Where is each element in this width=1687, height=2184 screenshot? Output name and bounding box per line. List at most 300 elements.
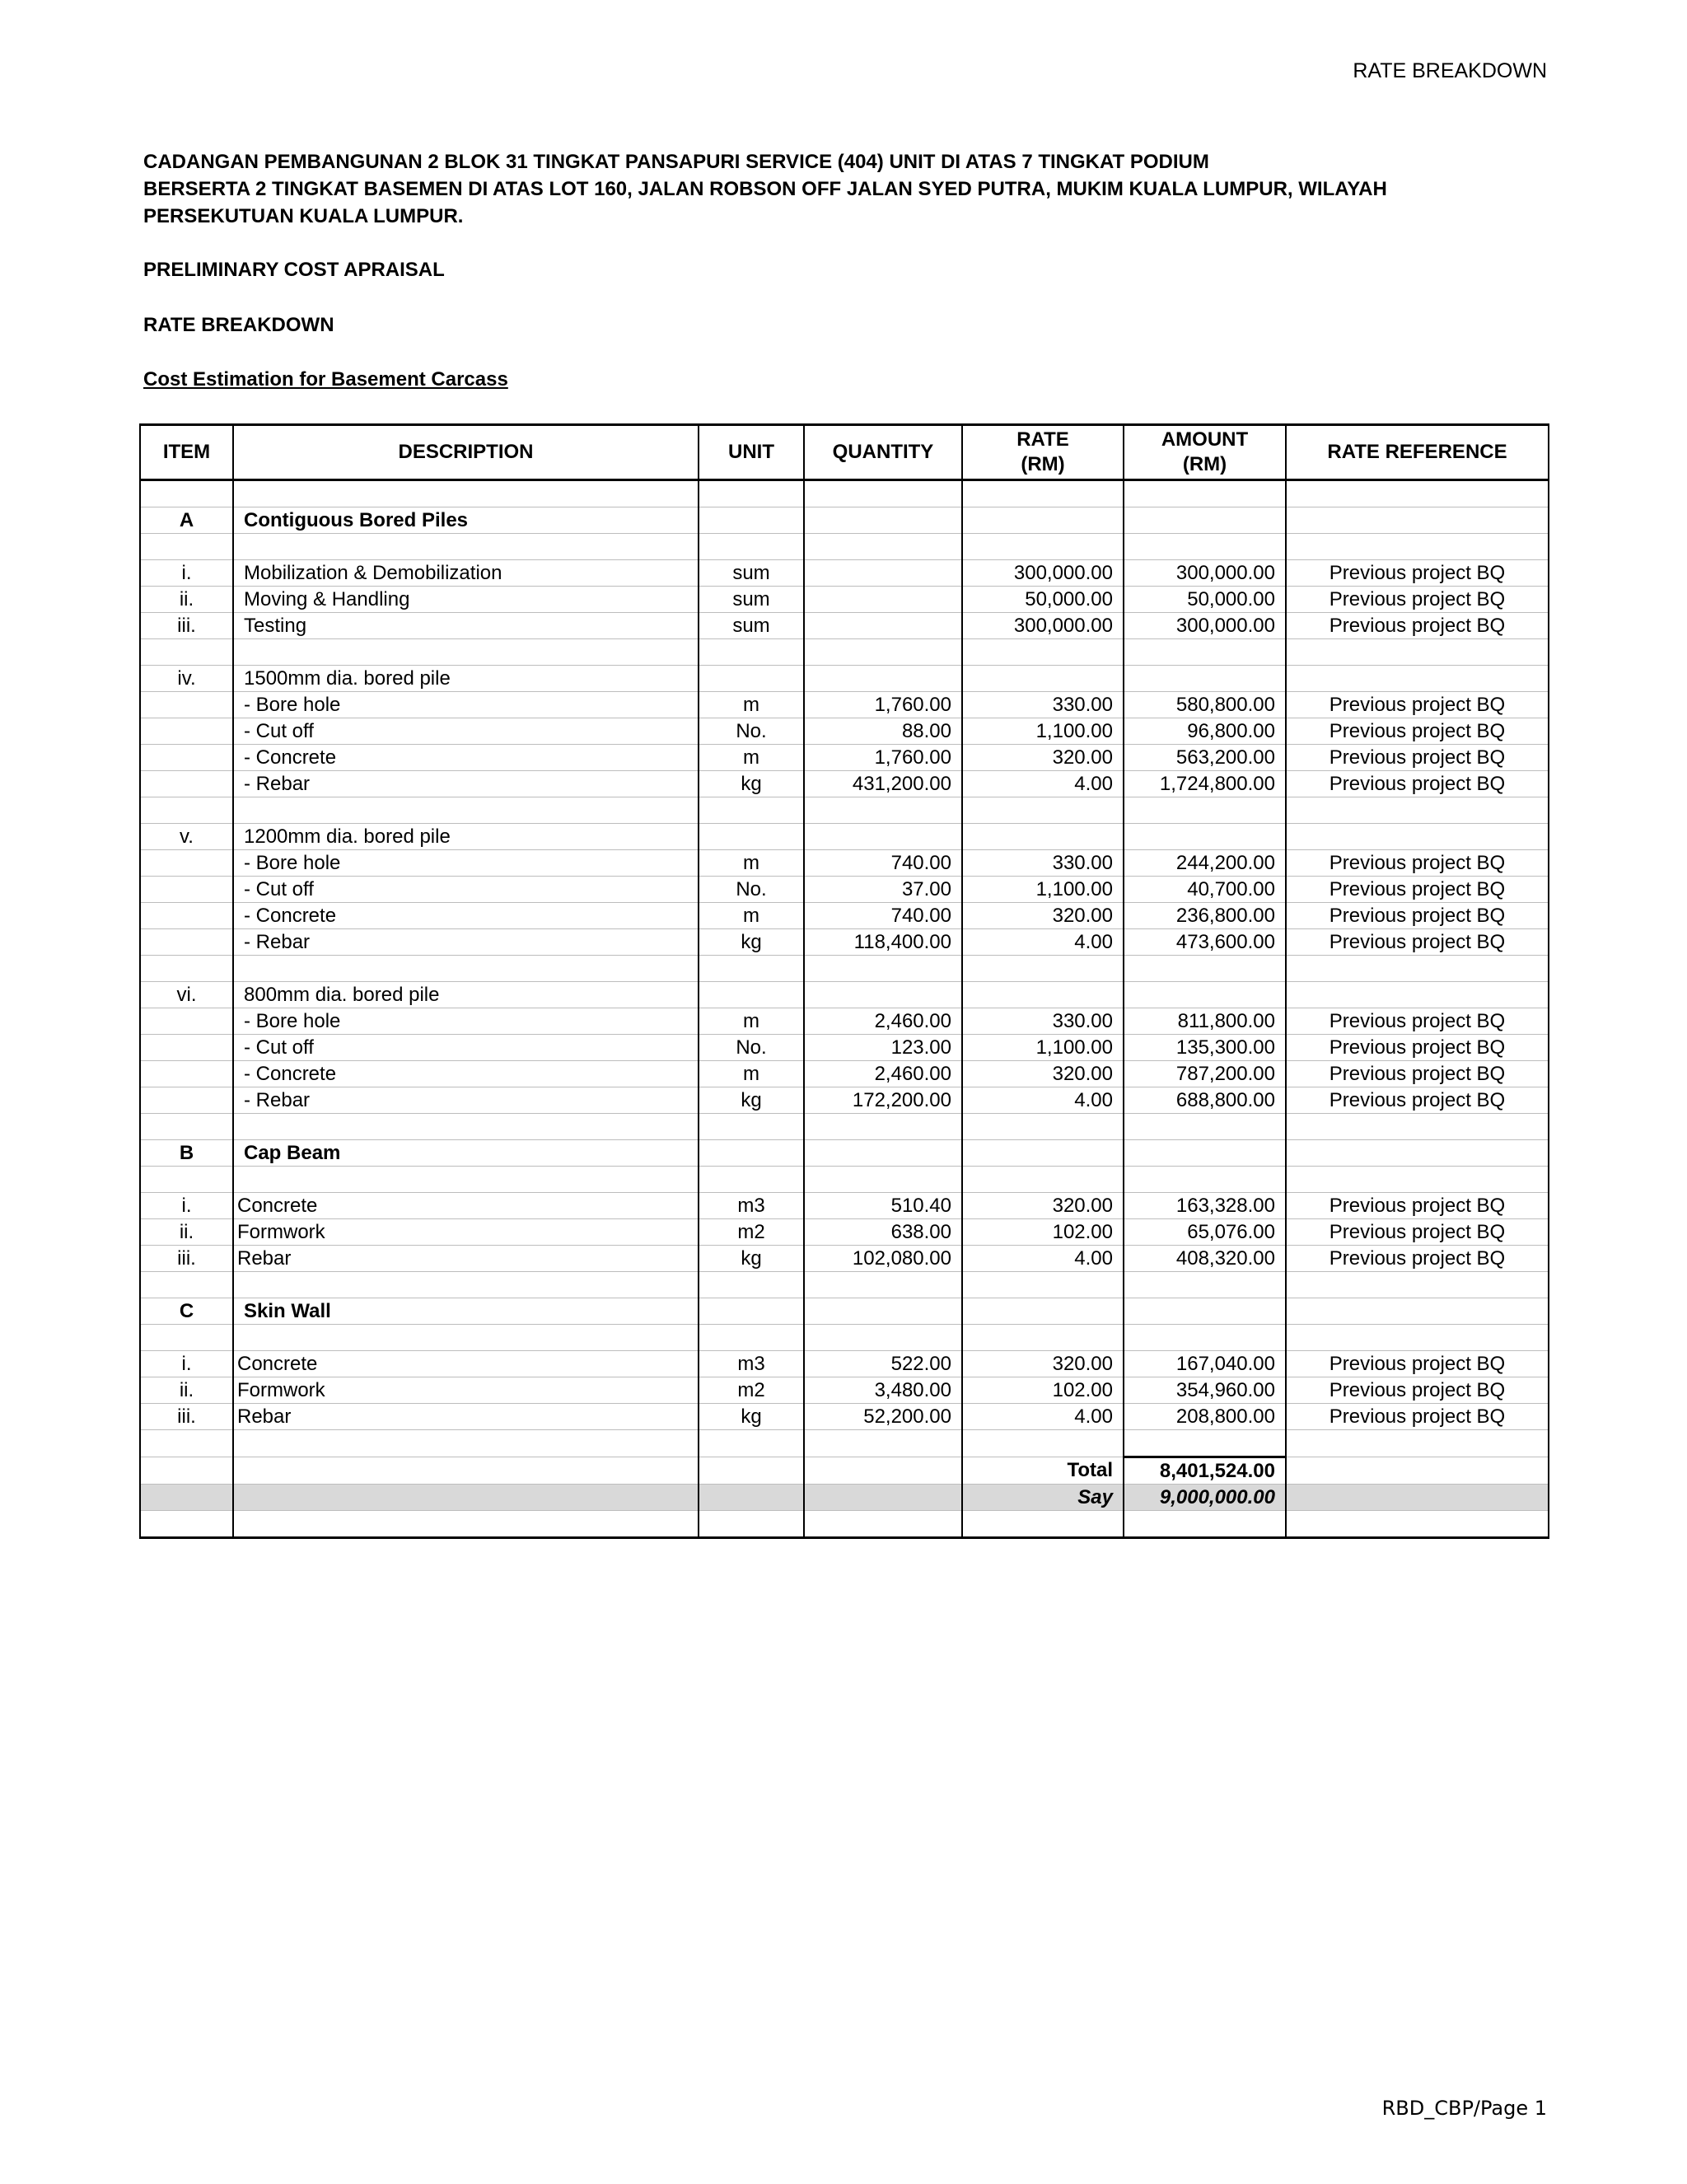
cell-amount (1124, 639, 1286, 666)
table-row-blank (140, 1167, 1549, 1193)
cell-reference (1286, 507, 1549, 534)
table-body (140, 480, 1549, 1538)
cell-unit (699, 1457, 804, 1485)
cell-description: Moving & Handling (233, 587, 699, 613)
cell-description: Skin Wall (233, 1298, 699, 1325)
cell-reference (1286, 534, 1549, 560)
cell-reference (1286, 1298, 1549, 1325)
cell-item (140, 718, 233, 745)
cell-quantity: 740.00 (804, 903, 962, 929)
cell-description: - Cut off (233, 877, 699, 903)
cell-rate: 4.00 (962, 1404, 1124, 1430)
cell-amount (1124, 1298, 1286, 1325)
table-row-blank (140, 797, 1549, 824)
cell-amount (1124, 982, 1286, 1008)
rate-breakdown-table (139, 423, 1549, 1539)
cell-reference (1286, 824, 1549, 850)
table-row (140, 1087, 1549, 1114)
cell-rate: 320.00 (962, 1351, 1124, 1377)
cell-amount (1124, 824, 1286, 850)
table-row (140, 1061, 1549, 1087)
cell-item (140, 797, 233, 824)
table-row (140, 929, 1549, 956)
cell-description (233, 1511, 699, 1538)
cell-amount: 787,200.00 (1124, 1061, 1286, 1087)
say-label: Say (962, 1485, 1124, 1511)
cell-unit (699, 507, 804, 534)
cell-rate (962, 507, 1124, 534)
cell-reference: Previous project BQ (1286, 1087, 1549, 1114)
cell-rate: 320.00 (962, 1061, 1124, 1087)
cell-description: Testing (233, 613, 699, 639)
cell-quantity (804, 507, 962, 534)
table-row-blank (140, 534, 1549, 560)
col-header-reference: RATE REFERENCE (1286, 425, 1549, 480)
cell-reference: Previous project BQ (1286, 1193, 1549, 1219)
cell-description (233, 534, 699, 560)
cell-reference: Previous project BQ (1286, 877, 1549, 903)
cell-rate (962, 480, 1124, 507)
cell-unit (699, 1140, 804, 1167)
cell-quantity (804, 587, 962, 613)
cell-item (140, 1061, 233, 1087)
cell-item (140, 956, 233, 982)
col-header-amount-line1: AMOUNT (1161, 428, 1249, 451)
cell-quantity (804, 1485, 962, 1511)
cell-reference (1286, 1430, 1549, 1457)
cell-item (140, 1272, 233, 1298)
cell-description (233, 639, 699, 666)
cell-amount (1124, 797, 1286, 824)
cell-amount: 688,800.00 (1124, 1087, 1286, 1114)
table-row (140, 1035, 1549, 1061)
cell-rate: 102.00 (962, 1219, 1124, 1246)
cell-unit (699, 534, 804, 560)
cell-reference (1286, 1114, 1549, 1140)
cell-unit (699, 956, 804, 982)
cell-reference: Previous project BQ (1286, 771, 1549, 797)
cell-reference (1286, 1325, 1549, 1351)
cell-item (140, 745, 233, 771)
cell-unit: No. (699, 718, 804, 745)
cell-quantity (804, 1457, 962, 1485)
cell-amount: 354,960.00 (1124, 1377, 1286, 1404)
cell-item (140, 771, 233, 797)
cell-unit (699, 1167, 804, 1193)
cell-unit (699, 1272, 804, 1298)
cell-unit: m (699, 745, 804, 771)
cell-item: ii. (140, 587, 233, 613)
cell-item: B (140, 1140, 233, 1167)
table-row (140, 666, 1549, 692)
cell-reference (1286, 639, 1549, 666)
cell-unit (699, 1114, 804, 1140)
cell-item (140, 534, 233, 560)
say-amount: 9,000,000.00 (1124, 1485, 1286, 1511)
cell-amount: 300,000.00 (1124, 560, 1286, 587)
cell-unit: m3 (699, 1193, 804, 1219)
cell-item: ii. (140, 1219, 233, 1246)
cell-unit: m2 (699, 1377, 804, 1404)
cell-reference: Previous project BQ (1286, 745, 1549, 771)
cell-unit: sum (699, 560, 804, 587)
cell-unit: kg (699, 1404, 804, 1430)
cell-rate (962, 1298, 1124, 1325)
table-row-total (140, 1457, 1549, 1485)
cell-quantity (804, 666, 962, 692)
cell-rate: 330.00 (962, 1008, 1124, 1035)
cell-amount (1124, 1140, 1286, 1167)
cell-quantity (804, 1140, 962, 1167)
cell-rate (962, 534, 1124, 560)
table-row (140, 850, 1549, 877)
cell-reference (1286, 1485, 1549, 1511)
cell-reference (1286, 480, 1549, 507)
table-row (140, 1351, 1549, 1377)
table-row-blank (140, 1511, 1549, 1538)
cell-unit (699, 982, 804, 1008)
cell-amount: 50,000.00 (1124, 587, 1286, 613)
cell-item: iv. (140, 666, 233, 692)
cell-description: - Cut off (233, 1035, 699, 1061)
cell-amount: 40,700.00 (1124, 877, 1286, 903)
col-header-quantity: QUANTITY (804, 425, 962, 480)
col-header-rate (962, 425, 1124, 480)
cell-amount: 96,800.00 (1124, 718, 1286, 745)
cell-unit (699, 639, 804, 666)
cell-amount: 1,724,800.00 (1124, 771, 1286, 797)
cell-item (140, 877, 233, 903)
cell-quantity: 1,760.00 (804, 745, 962, 771)
cell-rate: 330.00 (962, 692, 1124, 718)
cell-item: iii. (140, 613, 233, 639)
cell-rate: 300,000.00 (962, 613, 1124, 639)
cell-quantity (804, 1272, 962, 1298)
cell-item: vi. (140, 982, 233, 1008)
cell-quantity: 37.00 (804, 877, 962, 903)
cell-unit: kg (699, 929, 804, 956)
cell-description (233, 1272, 699, 1298)
cell-rate: 4.00 (962, 1087, 1124, 1114)
col-header-amount-line2: (RM) (1182, 453, 1227, 475)
table-row-blank (140, 1272, 1549, 1298)
cell-description (233, 1430, 699, 1457)
cell-description: - Rebar (233, 771, 699, 797)
cell-quantity: 1,760.00 (804, 692, 962, 718)
cell-rate: 300,000.00 (962, 560, 1124, 587)
cell-quantity (804, 1114, 962, 1140)
cell-quantity (804, 1511, 962, 1538)
cell-quantity: 102,080.00 (804, 1246, 962, 1272)
col-header-amount (1124, 425, 1286, 480)
cell-amount: 208,800.00 (1124, 1404, 1286, 1430)
cell-unit: m3 (699, 1351, 804, 1377)
cell-amount (1124, 1114, 1286, 1140)
cell-description: 800mm dia. bored pile (233, 982, 699, 1008)
table-row (140, 1193, 1549, 1219)
cell-amount: 135,300.00 (1124, 1035, 1286, 1061)
cell-item (140, 929, 233, 956)
cell-rate (962, 1511, 1124, 1538)
cell-quantity (804, 613, 962, 639)
table-row-blank (140, 639, 1549, 666)
cell-item (140, 903, 233, 929)
cell-quantity (804, 1167, 962, 1193)
cell-quantity: 88.00 (804, 718, 962, 745)
table-row-blank (140, 1114, 1549, 1140)
cell-quantity (804, 480, 962, 507)
cell-rate (962, 1325, 1124, 1351)
cell-rate: 320.00 (962, 903, 1124, 929)
page-footer: RBD_CBP/Page 1 (1381, 2097, 1547, 2120)
cell-item: i. (140, 560, 233, 587)
cell-description: Rebar (233, 1246, 699, 1272)
cell-description (233, 480, 699, 507)
cell-amount (1124, 507, 1286, 534)
col-header-item: ITEM (140, 425, 233, 480)
cell-item (140, 1485, 233, 1511)
cell-description: Concrete (233, 1351, 699, 1377)
cell-amount (1124, 1167, 1286, 1193)
table-row-section (140, 507, 1549, 534)
cell-amount: 473,600.00 (1124, 929, 1286, 956)
cell-unit: No. (699, 877, 804, 903)
cell-description: Rebar (233, 1404, 699, 1430)
cell-rate (962, 666, 1124, 692)
cell-reference: Previous project BQ (1286, 1035, 1549, 1061)
cell-description: - Concrete (233, 903, 699, 929)
project-title (143, 148, 1544, 230)
cell-description (233, 1485, 699, 1511)
cell-item: i. (140, 1193, 233, 1219)
cell-item (140, 1457, 233, 1485)
table-row (140, 1246, 1549, 1272)
cell-quantity (804, 639, 962, 666)
cell-description: - Bore hole (233, 1008, 699, 1035)
cell-quantity (804, 560, 962, 587)
cell-rate: 320.00 (962, 745, 1124, 771)
project-title-line-2: BERSERTA 2 TINGKAT BASEMEN DI ATAS LOT 160, JALAN ROBSON OFF JALAN SYED PUTRA, MUKIM KUALA LUMPUR, WILAYAH (143, 178, 1387, 200)
cell-unit: m (699, 850, 804, 877)
cell-quantity: 123.00 (804, 1035, 962, 1061)
cell-rate: 102.00 (962, 1377, 1124, 1404)
cell-unit (699, 1430, 804, 1457)
cell-reference: Previous project BQ (1286, 850, 1549, 877)
cell-unit (699, 480, 804, 507)
cell-amount: 811,800.00 (1124, 1008, 1286, 1035)
cell-item (140, 1511, 233, 1538)
cell-amount (1124, 956, 1286, 982)
cell-amount: 65,076.00 (1124, 1219, 1286, 1246)
cell-rate: 320.00 (962, 1193, 1124, 1219)
cell-reference (1286, 1272, 1549, 1298)
cell-rate (962, 956, 1124, 982)
table-row (140, 824, 1549, 850)
table-row (140, 877, 1549, 903)
cell-quantity: 3,480.00 (804, 1377, 962, 1404)
cell-description: Formwork (233, 1219, 699, 1246)
cell-quantity (804, 534, 962, 560)
cell-unit: m (699, 1008, 804, 1035)
table-row (140, 982, 1549, 1008)
cell-unit (699, 1325, 804, 1351)
cell-unit (699, 824, 804, 850)
cell-item (140, 1430, 233, 1457)
cell-rate: 4.00 (962, 771, 1124, 797)
total-label: Total (962, 1457, 1124, 1485)
table-row (140, 1404, 1549, 1430)
table-row-section (140, 1140, 1549, 1167)
table-row (140, 587, 1549, 613)
cell-rate (962, 982, 1124, 1008)
cell-item: C (140, 1298, 233, 1325)
cell-description (233, 956, 699, 982)
cell-reference: Previous project BQ (1286, 1008, 1549, 1035)
cell-rate: 4.00 (962, 1246, 1124, 1272)
cell-reference (1286, 1511, 1549, 1538)
cell-rate (962, 1167, 1124, 1193)
cell-description: - Bore hole (233, 692, 699, 718)
cell-item (140, 1167, 233, 1193)
cell-unit: m (699, 903, 804, 929)
table-header-row (140, 425, 1549, 480)
cell-description (233, 797, 699, 824)
cell-quantity: 52,200.00 (804, 1404, 962, 1430)
cell-quantity (804, 1298, 962, 1325)
cell-amount: 300,000.00 (1124, 613, 1286, 639)
cell-quantity: 118,400.00 (804, 929, 962, 956)
cell-quantity (804, 797, 962, 824)
cell-unit: m2 (699, 1219, 804, 1246)
cell-item (140, 480, 233, 507)
cell-reference: Previous project BQ (1286, 1351, 1549, 1377)
cell-reference: Previous project BQ (1286, 560, 1549, 587)
table-row (140, 771, 1549, 797)
cell-amount: 236,800.00 (1124, 903, 1286, 929)
cell-reference (1286, 1140, 1549, 1167)
cell-item (140, 1087, 233, 1114)
cell-unit (699, 666, 804, 692)
cell-rate (962, 639, 1124, 666)
cell-reference: Previous project BQ (1286, 929, 1549, 956)
cell-unit: sum (699, 587, 804, 613)
cell-quantity (804, 1430, 962, 1457)
cell-rate (962, 1430, 1124, 1457)
table-row-section (140, 1298, 1549, 1325)
cell-unit (699, 1511, 804, 1538)
cell-rate: 1,100.00 (962, 1035, 1124, 1061)
project-title-line-3: PERSEKUTUAN KUALA LUMPUR. (143, 205, 464, 227)
cell-unit: No. (699, 1035, 804, 1061)
col-header-description: DESCRIPTION (233, 425, 699, 480)
cell-reference: Previous project BQ (1286, 903, 1549, 929)
cell-rate: 330.00 (962, 850, 1124, 877)
cell-description: - Rebar (233, 929, 699, 956)
cell-reference (1286, 797, 1549, 824)
cell-reference (1286, 666, 1549, 692)
table-row-blank (140, 480, 1549, 507)
cell-description: Cap Beam (233, 1140, 699, 1167)
cell-reference: Previous project BQ (1286, 1404, 1549, 1430)
cell-description: - Rebar (233, 1087, 699, 1114)
cell-amount (1124, 1325, 1286, 1351)
cell-description: 1200mm dia. bored pile (233, 824, 699, 850)
cell-rate: 4.00 (962, 929, 1124, 956)
cell-unit: kg (699, 1087, 804, 1114)
cell-unit (699, 1485, 804, 1511)
cell-rate: 50,000.00 (962, 587, 1124, 613)
cell-quantity: 431,200.00 (804, 771, 962, 797)
table-row-blank (140, 1430, 1549, 1457)
total-amount: 8,401,524.00 (1124, 1457, 1286, 1485)
cell-quantity: 2,460.00 (804, 1061, 962, 1087)
cell-quantity: 638.00 (804, 1219, 962, 1246)
cell-rate: 1,100.00 (962, 718, 1124, 745)
cell-quantity (804, 824, 962, 850)
cell-item: iii. (140, 1246, 233, 1272)
cell-reference (1286, 982, 1549, 1008)
table-row (140, 1008, 1549, 1035)
cell-reference: Previous project BQ (1286, 1219, 1549, 1246)
cell-item (140, 639, 233, 666)
rate-breakdown-heading: RATE BREAKDOWN (143, 314, 334, 336)
section-heading: Cost Estimation for Basement Carcass (143, 368, 508, 391)
cell-item: v. (140, 824, 233, 850)
col-header-unit: UNIT (699, 425, 804, 480)
table-row-blank (140, 1325, 1549, 1351)
cell-rate (962, 797, 1124, 824)
preliminary-heading: PRELIMINARY COST APRAISAL (143, 259, 445, 281)
cell-quantity: 2,460.00 (804, 1008, 962, 1035)
cell-item: A (140, 507, 233, 534)
cell-amount (1124, 1511, 1286, 1538)
cell-reference (1286, 1167, 1549, 1193)
table-row (140, 692, 1549, 718)
cell-quantity (804, 956, 962, 982)
cell-amount (1124, 534, 1286, 560)
cell-description (233, 1325, 699, 1351)
cell-description: - Cut off (233, 718, 699, 745)
cell-quantity (804, 1325, 962, 1351)
col-header-rate-line1: RATE (1016, 428, 1069, 451)
cell-description: Contiguous Bored Piles (233, 507, 699, 534)
cell-amount: 167,040.00 (1124, 1351, 1286, 1377)
cell-amount: 244,200.00 (1124, 850, 1286, 877)
cell-unit: kg (699, 1246, 804, 1272)
cell-description (233, 1457, 699, 1485)
cell-reference: Previous project BQ (1286, 718, 1549, 745)
cell-quantity: 522.00 (804, 1351, 962, 1377)
cell-quantity: 172,200.00 (804, 1087, 962, 1114)
cell-rate: 1,100.00 (962, 877, 1124, 903)
table-row (140, 560, 1549, 587)
cell-reference: Previous project BQ (1286, 1061, 1549, 1087)
cell-amount (1124, 666, 1286, 692)
cell-amount: 580,800.00 (1124, 692, 1286, 718)
cell-quantity: 740.00 (804, 850, 962, 877)
cell-description: Concrete (233, 1193, 699, 1219)
cell-item (140, 850, 233, 877)
table-row (140, 1219, 1549, 1246)
table-row (140, 718, 1549, 745)
cell-item: iii. (140, 1404, 233, 1430)
table-row (140, 1377, 1549, 1404)
cell-unit (699, 797, 804, 824)
cell-reference (1286, 1457, 1549, 1485)
cell-reference (1286, 956, 1549, 982)
cell-item: ii. (140, 1377, 233, 1404)
cell-description: - Bore hole (233, 850, 699, 877)
